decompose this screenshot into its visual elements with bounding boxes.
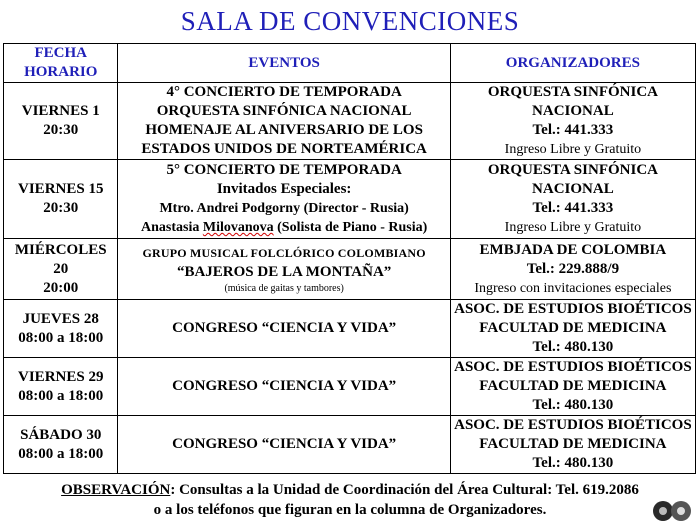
time-label: 08:00 a 18:00 <box>18 445 104 462</box>
organizer-line: ASOC. DE ESTUDIOS BIOÉTICOS <box>454 417 692 433</box>
date-label: VIERNES 1 <box>21 103 100 119</box>
organizer-line: FACULTAD DE MEDICINA <box>479 320 667 336</box>
organizer-phone: Tel.: 480.130 <box>532 339 614 355</box>
organizer-note: Ingreso Libre y Gratuito <box>504 142 642 157</box>
event-line: “BAJEROS DE LA MONTAÑA” <box>176 263 392 280</box>
date-cell <box>4 239 118 300</box>
event-line: Mtro. Andrei Podgorny (Director - Rusia) <box>159 201 409 216</box>
observation-line-1 <box>0 480 700 500</box>
organizer-line: ORQUESTA SINFÓNICA <box>487 162 658 178</box>
date-cell <box>4 83 118 160</box>
organizer-cell <box>450 300 695 358</box>
header-fecha <box>4 44 118 83</box>
event-line: ORQUESTA SINFÓNICA NACIONAL <box>156 103 412 119</box>
organizer-phone: Tel.: 480.130 <box>532 397 614 413</box>
event-cell: CONGRESO “CIENCIA Y VIDA” <box>118 300 450 358</box>
header-horario-label: HORARIO <box>24 64 98 80</box>
date-cell <box>4 300 118 358</box>
date-day: 20 <box>53 260 69 277</box>
date-cell <box>4 160 118 239</box>
date-label: VIERNES 15 <box>18 181 104 197</box>
event-line: HOMENAJE AL ANIVERSARIO DE LOS <box>145 122 423 138</box>
time-label: 20:30 <box>43 122 79 138</box>
table-row <box>4 160 696 239</box>
organizer-cell <box>450 160 695 239</box>
time-label: 20:30 <box>43 200 79 216</box>
organizer-note: Ingreso con invitaciones especiales <box>474 280 672 296</box>
organizer-line: FACULTAD DE MEDICINA <box>479 378 667 394</box>
event-cell <box>118 160 450 239</box>
event-note: (música de gaitas y tambores) <box>224 282 344 294</box>
table-row <box>4 239 696 300</box>
event-line: Invitados Especiales: <box>216 181 352 197</box>
date-label: JUEVES 28 <box>22 310 99 327</box>
observation-text: : Consultas a la Unidad de Coordinación del Área Cultural: Tel. 619.2086 <box>170 482 639 498</box>
time-label: 08:00 a 18:00 <box>18 387 104 404</box>
date-label: SÁBADO 30 <box>20 426 102 443</box>
organizer-phone: Tel.: 229.888/9 <box>526 260 620 277</box>
table-row <box>4 358 696 416</box>
event-text: Anastasia <box>141 220 203 235</box>
organizer-note: Ingreso Libre y Gratuito <box>504 220 642 235</box>
header-eventos: EVENTOS <box>118 44 450 83</box>
organizer-phone: Tel.: 441.333 <box>532 122 614 138</box>
date-label: VIERNES 29 <box>18 368 104 385</box>
event-line: 4° CONCIERTO DE TEMPORADA <box>166 84 402 100</box>
header-organizadores: ORGANIZADORES <box>450 44 695 83</box>
organizer-cell <box>450 416 695 474</box>
portal-logo-icon <box>650 498 694 524</box>
page-title: SALA DE CONVENCIONES <box>180 6 520 36</box>
header-fecha-label: FECHA <box>34 45 87 61</box>
date-label: MIÉRCOLES <box>14 241 107 258</box>
date-cell <box>4 416 118 474</box>
organizer-cell <box>450 239 695 300</box>
organizer-line: ASOC. DE ESTUDIOS BIOÉTICOS <box>454 301 692 317</box>
observation-note <box>0 480 700 520</box>
schedule-table <box>3 43 696 474</box>
table-header-row <box>4 44 696 83</box>
event-line: ESTADOS UNIDOS DE NORTEAMÉRICA <box>141 141 427 157</box>
organizer-phone: Tel.: 441.333 <box>532 200 614 216</box>
table-row <box>4 83 696 160</box>
observation-line-2: o a los teléfonos que figuran en la columna de Organizadores. <box>153 502 547 518</box>
event-text: (Solista de Piano - Rusia) <box>273 220 428 235</box>
event-cell: CONGRESO “CIENCIA Y VIDA” <box>118 416 450 474</box>
organizer-line: EMBJADA DE COLOMBIA <box>479 241 667 258</box>
time-label: 08:00 a 18:00 <box>18 329 104 346</box>
date-cell <box>4 358 118 416</box>
event-cell: CONGRESO “CIENCIA Y VIDA” <box>118 358 450 416</box>
organizer-line: FACULTAD DE MEDICINA <box>479 436 667 452</box>
organizer-cell <box>450 358 695 416</box>
observation-label: OBSERVACIÓN <box>61 482 171 498</box>
event-line <box>120 218 447 237</box>
spellcheck-word: Milovanova <box>202 220 274 235</box>
organizer-line: ORQUESTA SINFÓNICA <box>487 84 658 100</box>
table-row <box>4 416 696 474</box>
organizer-line: ASOC. DE ESTUDIOS BIOÉTICOS <box>454 359 692 375</box>
event-cell <box>118 83 450 160</box>
table-row <box>4 300 696 358</box>
organizer-line: NACIONAL <box>532 103 614 119</box>
organizer-phone: Tel.: 480.130 <box>532 455 614 471</box>
event-line: GRUPO MUSICAL FOLCLÓRICO COLOMBIANO <box>142 245 426 260</box>
time-label: 20:00 <box>43 279 79 296</box>
organizer-cell <box>450 83 695 160</box>
event-line: 5° CONCIERTO DE TEMPORADA <box>166 162 402 178</box>
event-cell <box>118 239 450 300</box>
organizer-line: NACIONAL <box>532 181 614 197</box>
